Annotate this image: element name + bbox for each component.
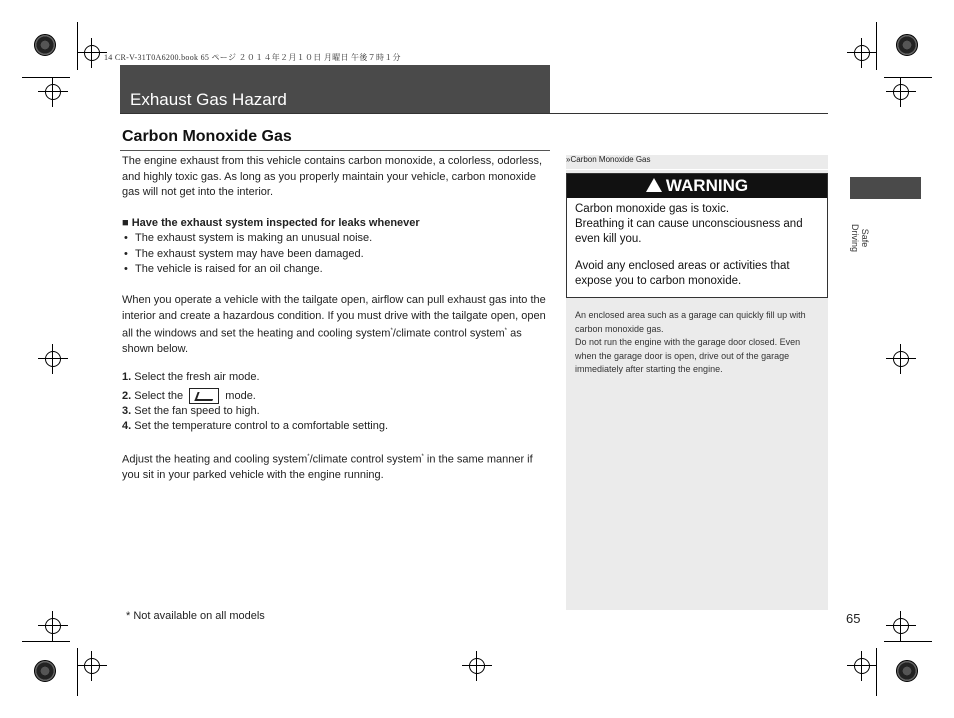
crop-line	[876, 22, 877, 70]
crop-target-bottom-right-1	[854, 658, 870, 674]
crop-target-bottom-left-2	[84, 658, 100, 674]
sidebar-reference	[566, 155, 828, 169]
crop-line	[884, 77, 932, 78]
heading-rule	[120, 150, 550, 151]
registration-rosette-bottom-left	[34, 660, 56, 682]
inspection-heading	[122, 216, 420, 232]
crop-target-bottom-center	[469, 658, 485, 674]
chapter-tab	[850, 177, 921, 199]
footnote: * Not available on all models	[126, 610, 265, 622]
warning-triangle-icon	[646, 178, 662, 192]
page-number: 65	[846, 611, 861, 626]
crop-line	[77, 22, 78, 70]
crop-target-top-right-2	[893, 84, 909, 100]
warning-line: Carbon monoxide gas is toxic.	[575, 203, 730, 215]
section-title-rule	[120, 113, 828, 114]
crop-line	[77, 648, 78, 696]
bullet-dot: •	[124, 263, 128, 275]
steps-list	[122, 370, 552, 435]
crop-line	[22, 641, 70, 642]
print-header: 14 CR-V-31T0A6200.book 65 ページ ２０１４年２月１０日 月曜日 午後７時１分	[104, 53, 401, 62]
step-1: 1. Select the fresh air mode.	[122, 371, 260, 383]
crop-target-bottom-left-1	[45, 618, 61, 634]
parked-paragraph: Adjust the heating and cooling system*/climate control system* in the same manner if you sit in your parked vehicle with the engine running.	[122, 453, 533, 482]
footnote-marker: *	[307, 454, 310, 460]
warning-line: Breathing it can cause unconsciousness and even kill you.	[575, 218, 803, 245]
registration-rosette-top-right	[896, 34, 918, 56]
square-bullet-icon: ■	[122, 217, 129, 229]
bullet-dot: •	[124, 247, 128, 260]
step-2: 2. Select the mode.	[122, 388, 552, 404]
heading: Carbon Monoxide Gas	[122, 128, 292, 145]
crop-target-top-right-1	[854, 45, 870, 61]
crop-line	[22, 77, 70, 78]
reference-arrow-icon: »	[566, 155, 571, 164]
sidebar-reference-rule	[566, 169, 828, 170]
chapter-tab-label: Safe Driving	[850, 223, 870, 252]
section-title: Exhaust Gas Hazard	[130, 90, 287, 109]
floor-defrost-mode-icon	[189, 388, 219, 404]
intro-paragraph: The engine exhaust from this vehicle contains carbon monoxide, a colorless, odorless, and highly toxic gas. As long as you properly maintain your vehicle, carbon monoxide gas will not get into the interior.	[122, 155, 543, 198]
crop-target-mid-left	[45, 351, 61, 367]
crop-target-bottom-right-2	[893, 618, 909, 634]
crop-target-top-left-2	[45, 84, 61, 100]
crop-line	[884, 641, 932, 642]
sidebar-note: An enclosed area such as a garage can quickly fill up with carbon monoxide gas. Do not run the engine with the garage door closed. Even when the garage door is open, drive out of the garage immediately after starting the engine.	[575, 310, 806, 374]
registration-rosette-top-left	[34, 34, 56, 56]
tailgate-paragraph: When you operate a vehicle with the tailgate open, airflow can pull exhaust gas into the interior and create a hazardous condition. If you must drive with the tailgate open, open all the windows and set the heating and cooling system*/climate control system* as shown below.	[122, 294, 546, 356]
footnote-marker: *	[390, 328, 393, 334]
crop-line	[876, 648, 877, 696]
sidebar-reference-title: Carbon Monoxide Gas	[570, 155, 651, 164]
footnote-marker: *	[421, 454, 424, 460]
warning-text	[575, 202, 823, 289]
crop-target-top-left-1	[84, 45, 100, 61]
list-item: • The vehicle is raised for an oil change.	[122, 262, 552, 278]
warning-title: WARNING	[567, 174, 827, 198]
list-item: • The exhaust system may have been damaged.	[122, 247, 552, 263]
step-4: 4. Set the temperature control to a comfortable setting.	[122, 420, 388, 433]
bullet-dot: •	[124, 232, 128, 244]
footnote-marker: *	[504, 328, 508, 334]
inspection-title: Have the exhaust system inspected for leaks whenever	[131, 217, 420, 229]
crop-target-mid-right	[893, 351, 909, 367]
step-3: 3. Set the fan speed to high.	[122, 404, 260, 417]
warning-advice: Avoid any enclosed areas or activities that expose you to carbon monoxide.	[575, 260, 790, 287]
registration-rosette-bottom-right	[896, 660, 918, 682]
list-item: • The exhaust system is making an unusual noise.	[122, 231, 552, 247]
inspection-list	[122, 231, 552, 278]
